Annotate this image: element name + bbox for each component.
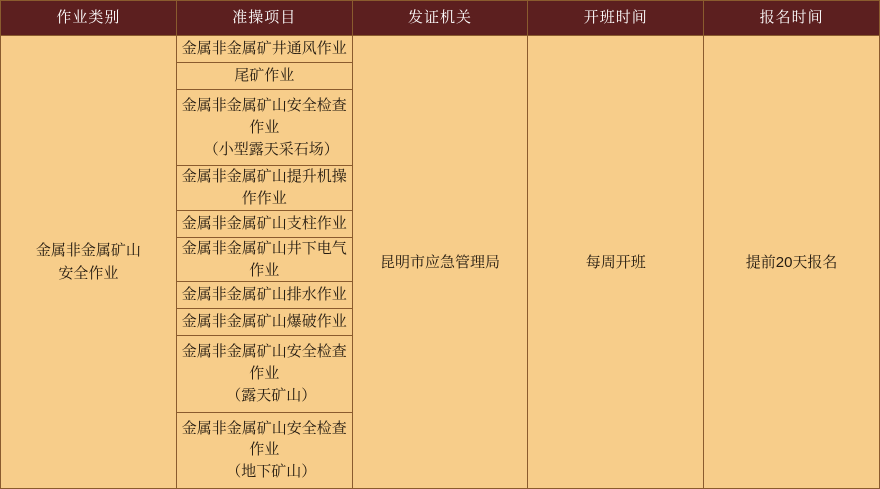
cell-item xyxy=(176,237,352,282)
cell-item xyxy=(176,63,352,90)
item-sublabel: （小型露天采石场） xyxy=(203,140,339,158)
header-item: 准操项目 xyxy=(176,1,352,36)
item-sublabel: （地下矿山） xyxy=(226,463,317,480)
item-label: 金属非金属矿山支柱作业 xyxy=(181,214,347,232)
table-body xyxy=(1,36,880,489)
cell-item xyxy=(176,90,352,166)
cell-item xyxy=(176,282,352,309)
cell-signup-time: 提前20天报名 xyxy=(704,36,880,489)
cell-agency: 昆明市应急管理局 xyxy=(352,36,528,489)
header-start-time: 开班时间 xyxy=(528,1,704,36)
cell-item xyxy=(176,36,352,63)
item-label: 尾矿作业 xyxy=(234,67,295,85)
item-label: 金属非金属矿井通风作业 xyxy=(181,40,347,58)
item-label: 金属非金属矿山安全检查作业 xyxy=(181,97,347,136)
item-sublabel: （露天矿山） xyxy=(226,386,317,404)
cell-item xyxy=(176,412,352,488)
table-row xyxy=(1,36,880,63)
cell-category xyxy=(1,36,177,489)
item-label: 金属非金属矿山排水作业 xyxy=(181,286,347,304)
item-label: 金属非金属矿山提升机操作作业 xyxy=(181,168,347,207)
cell-item xyxy=(176,336,352,412)
item-label: 金属非金属矿山安全检查作业 xyxy=(181,419,347,459)
item-label: 金属非金属矿山爆破作业 xyxy=(181,313,347,331)
table-header-row xyxy=(1,1,880,36)
header-category: 作业类别 xyxy=(1,1,177,36)
header-signup-time: 报名时间 xyxy=(704,1,880,36)
header-agency: 发证机关 xyxy=(352,1,528,36)
cell-item xyxy=(176,166,352,211)
cell-item xyxy=(176,210,352,237)
table-header xyxy=(1,1,880,36)
cell-start-time: 每周开班 xyxy=(528,36,704,489)
cell-item xyxy=(176,309,352,336)
item-label: 金属非金属矿山井下电气作业 xyxy=(181,239,347,279)
category-line-2: 安全作业 xyxy=(58,264,119,282)
category-line-1: 金属非金属矿山 xyxy=(35,241,141,259)
item-label: 金属非金属矿山安全检查作业 xyxy=(181,343,347,382)
